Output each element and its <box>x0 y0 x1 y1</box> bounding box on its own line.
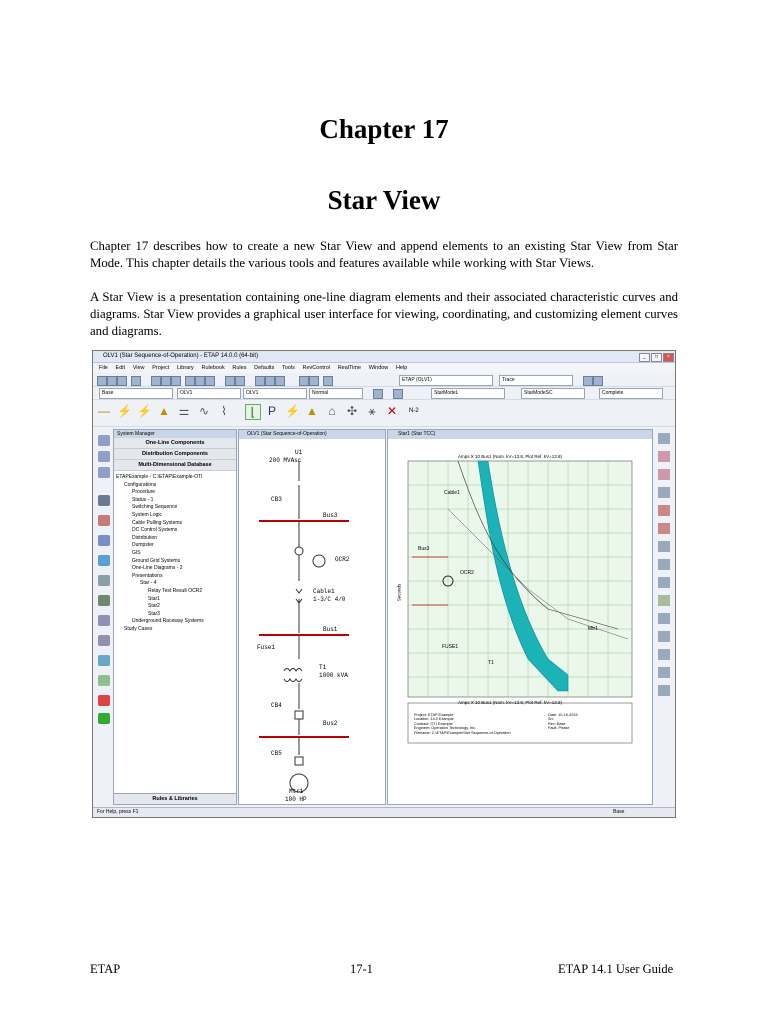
find-icon[interactable] <box>309 376 319 386</box>
menu-realtime[interactable]: RealTime <box>337 365 362 371</box>
red-node-icon[interactable] <box>98 695 110 706</box>
menu-edit[interactable]: Edit <box>115 365 126 371</box>
status-right: Base <box>613 809 625 815</box>
tool-icon[interactable] <box>658 595 670 606</box>
section-one-line-components[interactable]: One-Line Components <box>114 438 236 449</box>
window-title: OLV1 (Star Sequence-of-Operation) - ETAP 14.0.0 (64-bit) <box>103 353 259 359</box>
tool-icon[interactable] <box>658 613 670 624</box>
warning-icon[interactable]: ▲ <box>158 404 170 418</box>
cb3-label: CB3 <box>271 496 282 503</box>
redo-icon[interactable] <box>235 376 245 386</box>
menu-tools[interactable]: Tools <box>282 365 295 371</box>
tool-icon[interactable] <box>658 487 670 498</box>
tool-icon[interactable] <box>658 631 670 642</box>
bus1-label: Bus1 <box>323 626 338 633</box>
undo-icon[interactable] <box>225 376 235 386</box>
tcc-mtr1-label: Mtr1 <box>588 626 598 632</box>
config-icon[interactable] <box>373 389 383 399</box>
description-paragraph: A Star View is a presentation containing one-line diagram elements and their associated characteristic curves and diagrams. Star View provides a graphical user interface for viewing, coordinating, and customizing element curves and diagrams. <box>90 290 678 338</box>
relay-icon[interactable]: ⚡ <box>117 404 132 418</box>
page-number: 17-1 <box>350 962 373 976</box>
cut-icon[interactable] <box>151 376 161 386</box>
toolbar-icon-2[interactable] <box>98 451 110 462</box>
switch-icon[interactable]: ⚹ <box>368 404 376 418</box>
section-distribution-components[interactable]: Distribution Components <box>114 449 236 460</box>
sequence-icon[interactable]: ⚌ <box>178 404 190 418</box>
p-icon[interactable]: P <box>267 404 276 418</box>
zoom-in-icon[interactable] <box>185 376 195 386</box>
olv-combo-2[interactable]: OLV1 <box>243 388 307 399</box>
new-icon[interactable] <box>97 376 107 386</box>
arrow-tool-icon[interactable] <box>98 615 110 626</box>
tcc-bottom-axis: Amps X 10 Bus1 (Nom. kV=13.8, Plot Ref. kV=13.8) <box>458 700 563 705</box>
etap-screenshot <box>92 350 676 818</box>
green-node-icon[interactable] <box>98 713 110 724</box>
star-view-title: Star1 (Star TCC) <box>388 430 652 439</box>
motor-icon[interactable]: ⌂ <box>328 404 336 418</box>
window-titlebar <box>93 351 675 363</box>
tool-icon[interactable] <box>658 649 670 660</box>
rules-libraries-tab[interactable]: Rules & Libraries <box>114 793 236 804</box>
stop-icon[interactable]: ✕ <box>386 404 398 418</box>
tool-icon[interactable] <box>658 433 670 444</box>
minimize-button[interactable]: _ <box>639 353 650 362</box>
left-tool-strip <box>95 431 113 731</box>
tcc-footer-line: Location: 14.0 Example <box>414 717 454 722</box>
menu-help[interactable]: Help <box>395 365 408 371</box>
paste-icon[interactable] <box>171 376 181 386</box>
tree-item[interactable]: DC Control Systems <box>132 527 178 534</box>
tcc-top-axis: Amps X 10 Bus1 (Nom. kV=13.8, Plot Ref. kV=13.8) <box>458 454 563 459</box>
status-bar <box>93 807 675 817</box>
ocr2-label: OCR2 <box>335 556 350 563</box>
tree-item[interactable]: Study Cases <box>124 625 153 632</box>
tree-item[interactable]: Star - 4 <box>140 580 157 587</box>
zoom-fit-icon[interactable] <box>205 376 215 386</box>
tree-item[interactable]: Distribution <box>132 534 158 541</box>
tree-item[interactable]: Star3 <box>148 610 160 617</box>
tcc-ocr2-label: OCR2 <box>460 570 474 576</box>
one-line-view-window <box>238 429 386 805</box>
tcc-footer-line: Date: 10-16-2015 <box>548 713 578 717</box>
tree-item[interactable]: One-Line Diagrams - 2 <box>132 565 183 572</box>
text-icon[interactable] <box>265 376 275 386</box>
open-icon[interactable] <box>107 376 117 386</box>
right-tool-strip <box>654 429 674 729</box>
standard-toolbar <box>93 374 675 387</box>
curve-tool-icon[interactable] <box>98 635 110 646</box>
tool-icon[interactable] <box>658 469 670 480</box>
tree-item[interactable]: Procedure <box>132 489 156 496</box>
tcc-footer-line: Contract: OTI Example <box>414 721 453 726</box>
fault-icon[interactable]: ⚡ <box>137 404 152 418</box>
tree-item[interactable]: ETAPExample - C:\ETAP\Example-OTI <box>116 474 203 480</box>
tcc-footer-block <box>414 713 511 735</box>
bus-icon[interactable]: — <box>98 404 110 418</box>
base-combo[interactable]: Base <box>99 388 173 399</box>
menu-view[interactable]: View <box>132 365 145 371</box>
tcc-footer-line: Engineer: Operation Technology, Inc. <box>414 726 477 731</box>
tcc-y-axis: Seconds <box>396 583 402 602</box>
chart-icon[interactable] <box>583 376 593 386</box>
status-text: For Help, press F1 <box>97 809 139 815</box>
arc-icon[interactable]: ⌇ <box>221 404 227 418</box>
tree-item[interactable]: Relay Test Result OCR2 <box>148 587 203 594</box>
menu-file[interactable]: File <box>99 365 108 371</box>
trace-combo[interactable]: Trace <box>499 375 573 386</box>
complete-combo[interactable]: Complete <box>599 388 663 399</box>
recycle-icon[interactable] <box>98 675 110 686</box>
tcc-footer-line: Sn: <box>548 717 554 722</box>
tree-item[interactable]: GIS <box>132 549 141 556</box>
footer-left: ETAP <box>90 962 121 976</box>
project-combo[interactable]: ETAP (OLV1) <box>399 375 493 386</box>
copy-icon[interactable] <box>161 376 171 386</box>
tree-item[interactable]: Underground Raceway Systems <box>132 618 204 625</box>
system-manager-title: System Manager <box>114 430 236 438</box>
u1-label: U1 <box>295 449 303 456</box>
tree-item[interactable]: Star2 <box>148 603 160 610</box>
menu-library[interactable]: Library <box>177 365 194 371</box>
tree-item[interactable]: Presentations <box>132 572 163 579</box>
tcc-footer-line: Rev: Base <box>548 721 566 726</box>
color-icon[interactable] <box>593 376 603 386</box>
tool-icon[interactable] <box>658 577 670 588</box>
tree-item[interactable]: Status - 1 <box>132 496 154 503</box>
system-manager-panel <box>113 429 237 805</box>
tree-item[interactable]: Switching Sequence <box>132 504 178 511</box>
star-mode-toolbar <box>93 400 675 427</box>
tcc-icon[interactable]: ⌊ <box>245 404 261 420</box>
olv-combo-1[interactable]: OLV1 <box>177 388 241 399</box>
normal-combo[interactable]: Normal <box>309 388 363 399</box>
tree-item[interactable]: Ground Grid Systems <box>132 557 181 564</box>
project-tree <box>116 474 204 633</box>
one-line-diagram[interactable] <box>239 439 385 803</box>
tcc-footer-block-right <box>548 713 578 731</box>
cable1-size: 1-3/C 4/0 <box>313 596 346 603</box>
menu-project[interactable]: Project <box>152 365 170 371</box>
grid-icon[interactable] <box>255 376 265 386</box>
u1-rating: 200 MVAsc <box>269 457 302 464</box>
print-icon[interactable] <box>131 376 141 386</box>
flash-icon[interactable]: ⚡ <box>285 404 300 418</box>
cb4-label: CB4 <box>271 702 282 709</box>
mtr1-rating: 100 HP <box>285 796 307 803</box>
tool-icon[interactable] <box>658 541 670 552</box>
maximize-button[interactable]: □ <box>651 353 662 362</box>
bus3-label: Bus3 <box>323 512 338 519</box>
tcc-footer-line: Project: ETAP Example <box>414 713 454 717</box>
close-button[interactable]: × <box>663 353 674 362</box>
zoom-out-icon[interactable] <box>195 376 205 386</box>
database-icon[interactable] <box>98 535 110 546</box>
tool-icon[interactable] <box>658 523 670 534</box>
chapter-title: Star View <box>327 185 441 215</box>
section-multi-dimensional-database[interactable]: Multi-Dimensional Database <box>114 460 236 471</box>
cube-icon[interactable] <box>98 655 110 666</box>
tool-icon[interactable] <box>658 505 670 516</box>
panel-icon[interactable] <box>98 495 110 506</box>
tree-item[interactable]: Star1 <box>148 595 160 602</box>
n2-label[interactable]: N-2 <box>409 408 419 414</box>
menu-rulebook[interactable]: Rulebook <box>201 365 225 371</box>
help-icon[interactable] <box>323 376 333 386</box>
intro-paragraph: Chapter 17 describes how to create a new Star View and append elements to an existing Star View from Star Mode. This chapter details the various tools and features available while working with Star Views. <box>90 239 678 270</box>
olv-title: OLV1 (Star Sequence-of-Operation) <box>239 430 385 439</box>
hazard-icon[interactable]: ▲ <box>306 404 318 418</box>
menu-rules[interactable]: Rules <box>232 365 247 371</box>
tcc-cable1-label: Cable1 <box>444 490 460 496</box>
tool-icon[interactable] <box>658 685 670 696</box>
table-icon[interactable] <box>275 376 285 386</box>
cable1-label: Cable1 <box>313 588 335 595</box>
toolbar-icon-1[interactable] <box>98 435 110 446</box>
menu-window[interactable]: Window <box>368 365 389 371</box>
tcc-t1-label: T1 <box>488 660 494 666</box>
toolbar-icon-3[interactable] <box>98 467 110 478</box>
menu-defaults[interactable]: Defaults <box>254 365 275 371</box>
menu-revcontrol[interactable]: RevControl <box>302 365 331 371</box>
library-icon-2[interactable] <box>98 515 110 526</box>
t1-rating: 1000 kVA <box>319 672 348 679</box>
globe-icon[interactable] <box>98 555 110 566</box>
chapter-label: Chapter 17 <box>319 114 449 144</box>
tcc-fuse1-label: FUSE1 <box>442 644 459 650</box>
network-icon[interactable] <box>98 575 110 586</box>
bus2-label: Bus2 <box>323 720 338 727</box>
t1-label: T1 <box>319 664 327 671</box>
starmode-combo[interactable]: StarModeL <box>431 388 505 399</box>
tree-item[interactable]: System Logic <box>132 511 163 518</box>
grid-tool-icon[interactable] <box>98 595 110 606</box>
library-icon[interactable] <box>393 389 403 399</box>
fuse1-label: Fuse1 <box>257 644 276 651</box>
save-icon[interactable] <box>117 376 127 386</box>
tool-icon[interactable] <box>658 667 670 678</box>
starmodesc-combo[interactable]: StarModeSC <box>521 388 585 399</box>
tool-icon[interactable] <box>658 559 670 570</box>
cb5-label: CB5 <box>271 750 282 757</box>
tree-item[interactable]: Configurations <box>124 481 157 488</box>
tcc-footer-line: Fault: Phase <box>548 726 570 731</box>
link-icon[interactable] <box>299 376 309 386</box>
tree-item[interactable]: Cable Pulling Systems <box>132 519 183 526</box>
tool-icon[interactable] <box>658 451 670 462</box>
mode-toolbar <box>93 387 675 400</box>
mtr1-label: Mtr1 <box>289 788 304 795</box>
tree-item[interactable]: Dumpster <box>132 542 154 549</box>
tcc-footer-line: Filename: C:\ETAP\Example\Star Sequence-of-Operation <box>414 730 511 735</box>
tcc-bus3-label: Bus3 <box>418 546 430 552</box>
node-icon[interactable]: ✣ <box>346 404 358 418</box>
footer-right: ETAP 14.1 User Guide <box>558 962 674 976</box>
menu-bar <box>93 363 675 373</box>
curve-icon[interactable]: ∿ <box>198 404 210 418</box>
star-view-window <box>387 429 653 805</box>
